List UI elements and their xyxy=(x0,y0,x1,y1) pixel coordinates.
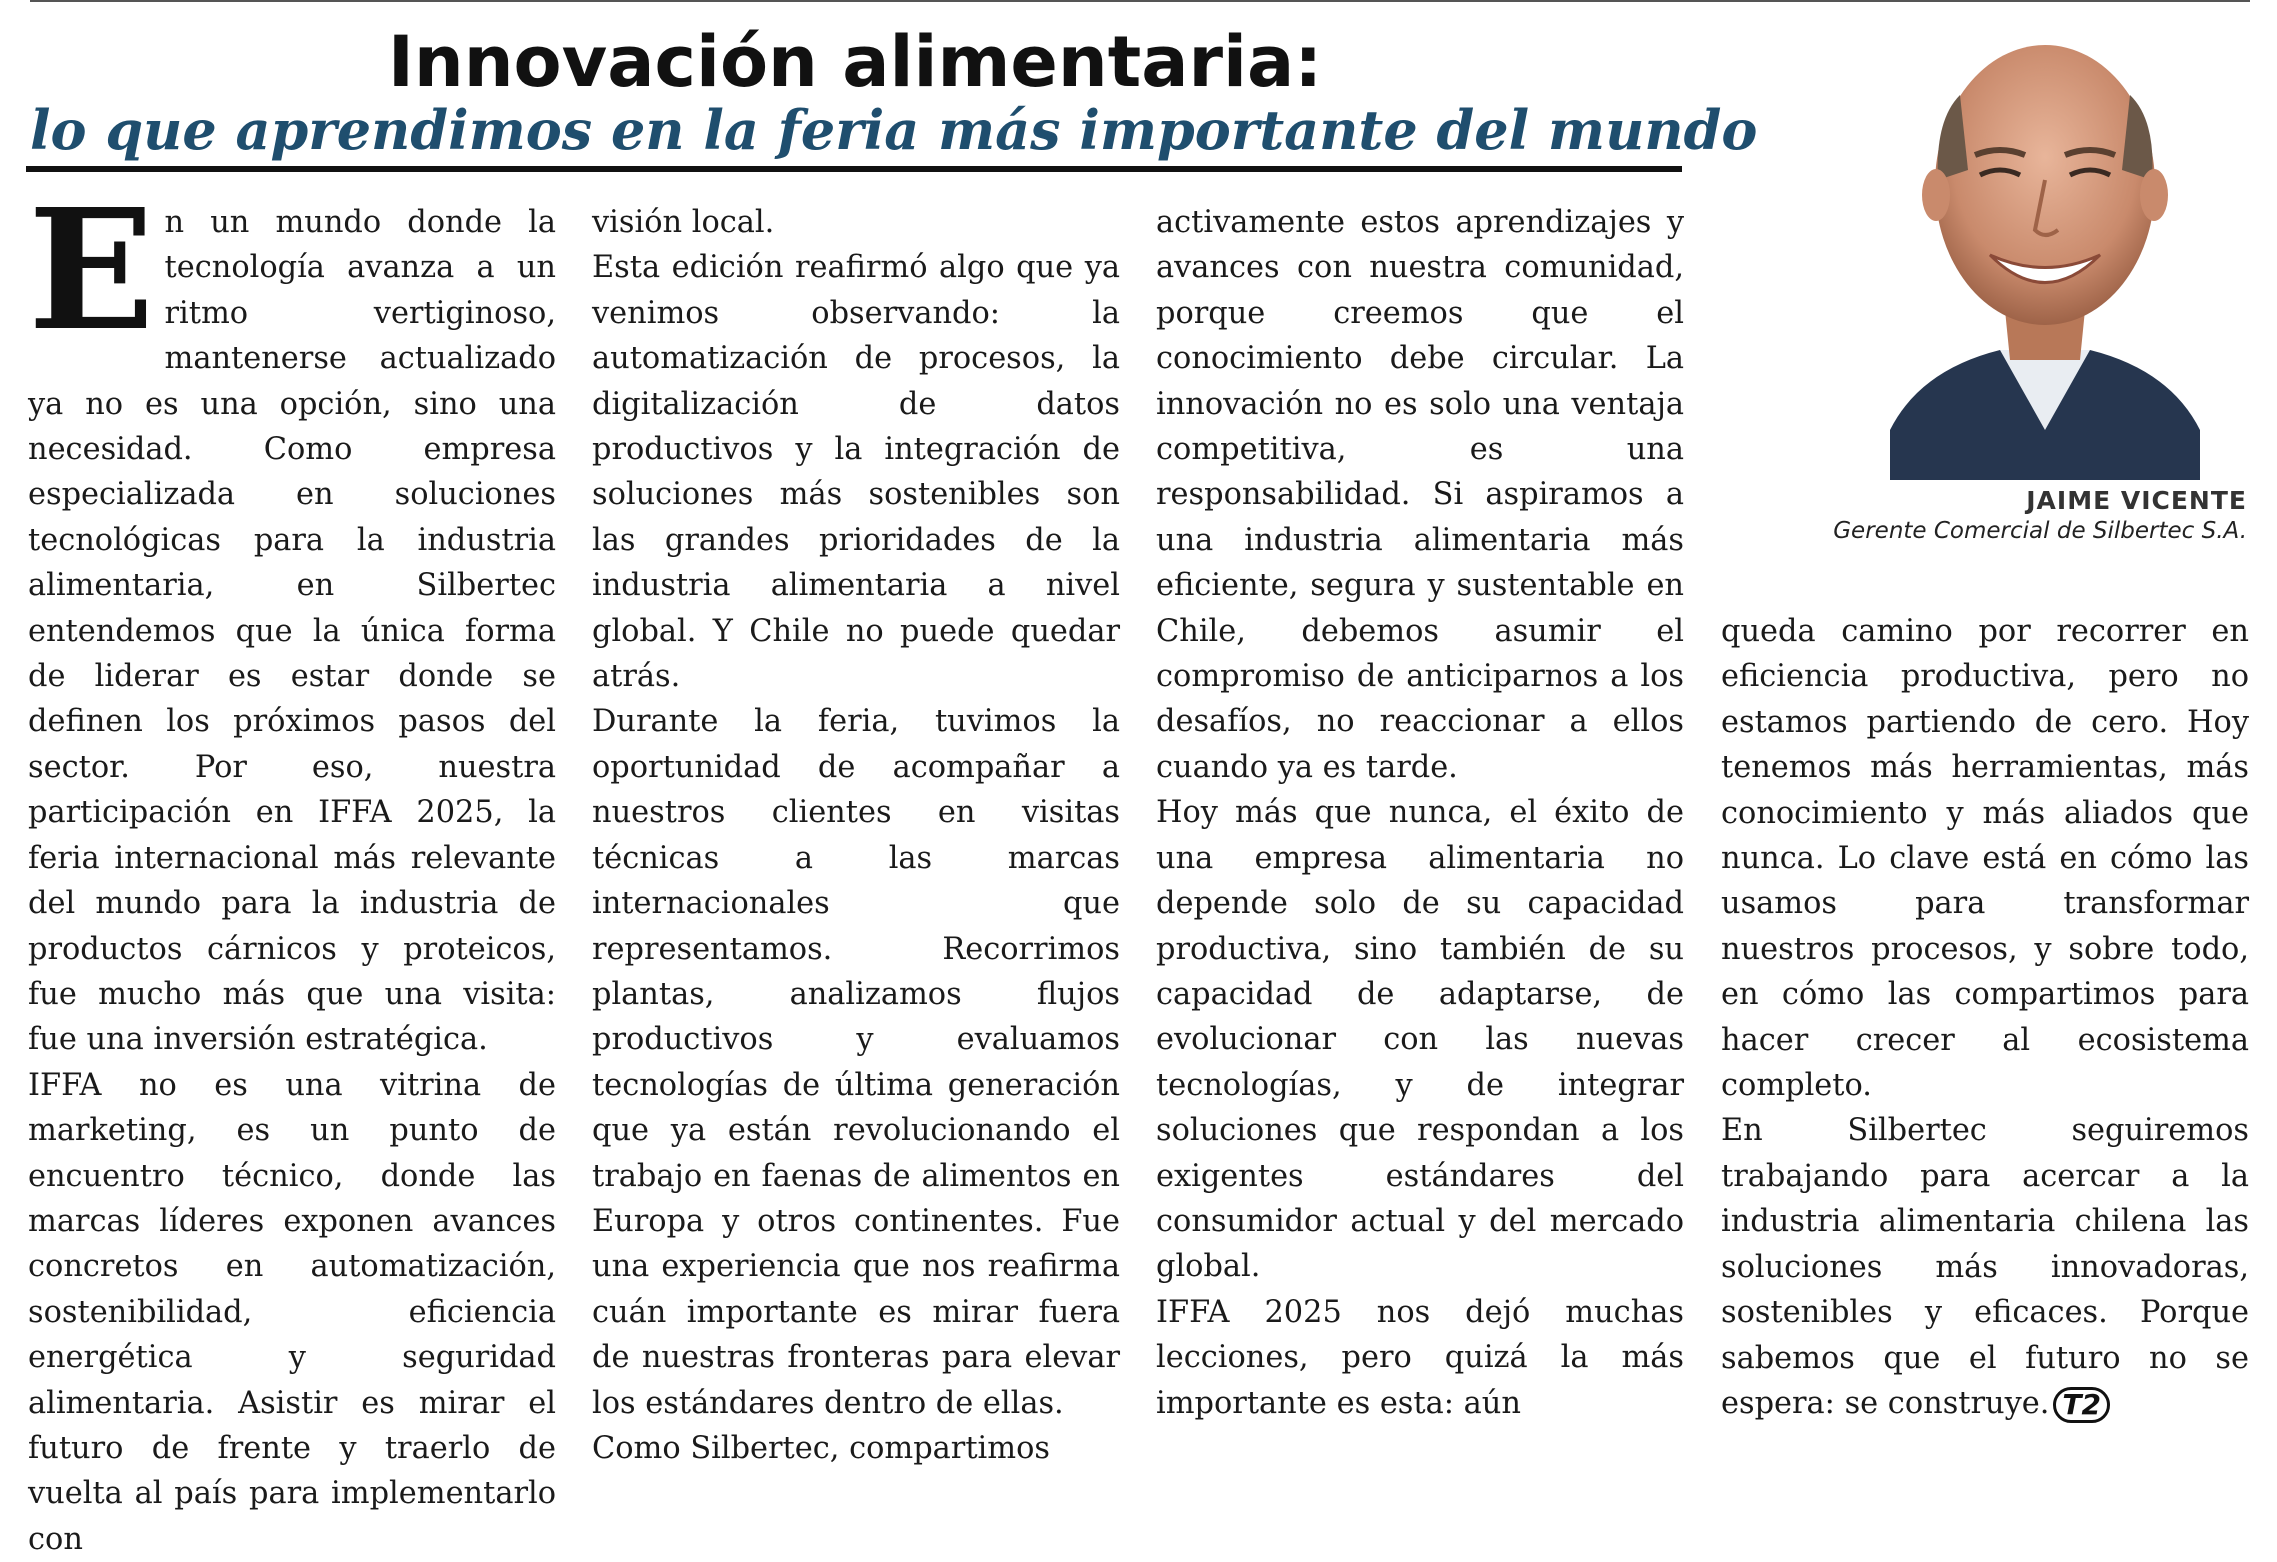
top-rule xyxy=(30,0,2250,2)
headline-subtitle: lo que aprendimos en la feria más importante del mundo xyxy=(30,98,1758,162)
paragraph: IFFA no es una vitrina de marketing, es un punto de encuentro técnico, donde las marcas líderes exponen avances concretos en automatización, sostenibilidad, eficiencia energética y seguridad alimentaria. Asistir es mirar el futuro de frente y traerlo de vuelta al país para implementarlo con xyxy=(28,1067,556,1557)
article-column-1 xyxy=(28,173,556,1557)
paragraph xyxy=(1721,1108,2249,1426)
headline-title: Innovación alimentaria: xyxy=(387,21,1323,103)
author-role: Gerente Comercial de Silbertec S.A. xyxy=(1833,518,2247,544)
article-column-4 xyxy=(1721,609,2249,1421)
paragraph: Como Silbertec, compartimos xyxy=(592,1430,1050,1466)
end-mark-logo: T2 xyxy=(2053,1387,2110,1423)
paragraph: Hoy más que nunca, el éxito de una empresa alimentaria no depende solo de su capacidad productiva, sino también de su capacidad de adaptarse, de evolucionar con las nuevas tecnologías, y de integrar soluciones que respondan a los exigentes estándares del consumidor actual y del mercado global. xyxy=(1156,795,1684,1285)
author-portrait xyxy=(1880,10,2210,480)
drop-cap: E xyxy=(28,173,155,368)
paragraph: queda camino por recorrer en eficiencia productiva, pero no estamos partiendo de cero. Hoy tenemos más herramientas, más conocimiento y más aliados que nunca. Lo clave está en cómo las usamos para transformar nuestros procesos, y sobre todo, en cómo las compartimos para hacer crecer al ecosistema completo. xyxy=(1721,614,2249,1104)
paragraph: Durante la feria, tuvimos la oportunidad de acompañar a nuestros clientes en visitas técnicas a las marcas internacionales que representamos. Recorrimos plantas, analizamos flujos productivos y evaluamos tecnologías de última generación que ya están revolucionando el trabajo en faenas de alimentos en Europa y otros continentes. Fue una experiencia que nos reafirma cuán importante es mirar fuera de nuestras fronteras para elevar los estándares dentro de ellas. xyxy=(592,704,1120,1421)
paragraph-text: n un mundo donde la tecnología avanza a un ritmo vertiginoso, mantenerse actualizado ya no es una opción, sino una necesidad. Como empresa especializada en soluciones tecnológicas para la industria alimentaria, en Silbertec entendemos que la única forma de liderar es estar donde se definen los próximos pasos del sector. Por eso, nuestra participación en IFFA 2025, la feria internacional más relevante del mundo para la industria de productos cárnicos y proteicos, fue mucho más que una visita: fue una inversión estratégica. xyxy=(28,205,556,1058)
paragraph: IFFA 2025 nos dejó muchas lecciones, pero quizá la más importante es esta: aún xyxy=(1156,1294,1684,1421)
article-column-2 xyxy=(592,200,1120,1466)
article-column-3 xyxy=(1156,200,1684,1421)
paragraph: Esta edición reafirmó algo que ya venimos observando: la automatización de procesos, la digitalización de datos productivos y la integración de soluciones más sostenibles son las grandes prioridades de la industria alimentaria a nivel global. Y Chile no puede quedar atrás. xyxy=(592,250,1120,695)
author-name: JAIME VICENTE xyxy=(2026,486,2247,515)
paragraph: visión local. xyxy=(592,205,775,240)
paragraph xyxy=(28,173,556,1063)
paragraph: activamente estos aprendizajes y avances con nuestra comunidad, porque creemos que el conocimiento debe circular. La innovación no es solo una ventaja competitiva, es una responsabilidad. Si aspiramos a una industria alimentaria más eficiente, segura y sustentable en Chile, debemos asumir el compromiso de anticiparnos a los desafíos, no reaccionar a ellos cuando ya es tarde. xyxy=(1156,205,1684,785)
headline-rule xyxy=(26,166,1682,172)
paragraph-text: En Silbertec seguiremos trabajando para acercar a la industria alimentaria chilena las soluciones más innovadoras, sostenibles y eficaces. Porque sabemos que el futuro no se espera: se construye. xyxy=(1721,1113,2249,1421)
